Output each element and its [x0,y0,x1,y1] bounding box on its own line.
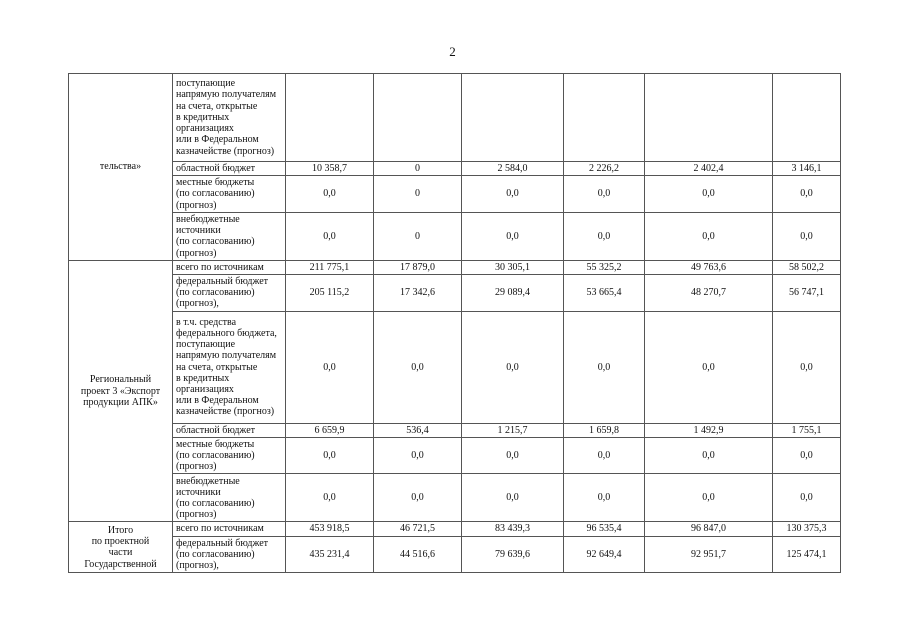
value-cell: 1 659,8 [564,423,645,437]
table-row [69,176,841,213]
value-cell: 0,0 [462,437,564,474]
value-cell: 0,0 [564,176,645,213]
page-number: 2 [449,44,456,59]
value-cell: 0,0 [564,311,645,423]
value-cell [462,74,564,162]
value-cell: 56 747,1 [773,275,841,312]
value-cell: 0 [374,176,462,213]
value-cell: 0,0 [564,474,645,522]
value-cell: 44 516,6 [374,536,462,573]
value-cell: 0,0 [286,474,374,522]
value-cell: 2 226,2 [564,162,645,176]
value-cell: 46 721,5 [374,522,462,536]
table-row [69,522,841,536]
value-cell: 453 918,5 [286,522,374,536]
value-cell: 211 775,1 [286,260,374,274]
value-cell: 0,0 [462,311,564,423]
value-cell: 536,4 [374,423,462,437]
table-row [69,275,841,312]
table-body [69,74,841,573]
value-cell: 0,0 [645,311,773,423]
funding-source-cell: федеральный бюджет (по согласованию) (прогноз), [173,275,286,312]
table-row [69,74,841,162]
funding-source-cell: местные бюджеты (по согласованию) (прогноз) [173,176,286,213]
funding-source-cell: всего по источникам [173,522,286,536]
table-row [69,437,841,474]
project-name-cell: Итого по проектной части Государственной [69,522,173,573]
value-cell: 92 649,4 [564,536,645,573]
value-cell [645,74,773,162]
value-cell: 0,0 [773,437,841,474]
value-cell: 0,0 [286,176,374,213]
value-cell: 0,0 [462,212,564,260]
value-cell: 83 439,3 [462,522,564,536]
value-cell: 3 146,1 [773,162,841,176]
value-cell: 30 305,1 [462,260,564,274]
value-cell [564,74,645,162]
value-cell: 1 755,1 [773,423,841,437]
value-cell [286,74,374,162]
value-cell: 10 358,7 [286,162,374,176]
table-row [69,474,841,522]
funding-source-cell: федеральный бюджет (по согласованию) (прогноз), [173,536,286,573]
value-cell: 17 342,6 [374,275,462,312]
value-cell: 96 535,4 [564,522,645,536]
value-cell: 0,0 [286,311,374,423]
value-cell: 0,0 [773,212,841,260]
value-cell: 0,0 [374,474,462,522]
value-cell: 1 215,7 [462,423,564,437]
funding-source-cell: всего по источникам [173,260,286,274]
value-cell: 0,0 [564,212,645,260]
funding-source-cell: областной бюджет [173,423,286,437]
value-cell: 58 502,2 [773,260,841,274]
value-cell: 0,0 [773,474,841,522]
value-cell: 79 639,6 [462,536,564,573]
value-cell: 205 115,2 [286,275,374,312]
project-name-cell: тельства» [69,74,173,261]
table-row [69,311,841,423]
value-cell: 96 847,0 [645,522,773,536]
value-cell: 0,0 [564,437,645,474]
value-cell: 0,0 [374,437,462,474]
value-cell: 6 659,9 [286,423,374,437]
value-cell: 92 951,7 [645,536,773,573]
value-cell: 0 [374,212,462,260]
project-name-cell: Региональный проект 3 «Экспорт продукции АПК» [69,260,173,522]
value-cell [374,74,462,162]
value-cell: 17 879,0 [374,260,462,274]
funding-source-cell: внебюджетные источники (по согласованию) (прогноз) [173,212,286,260]
value-cell: 0,0 [773,176,841,213]
value-cell: 55 325,2 [564,260,645,274]
table-row [69,162,841,176]
value-cell: 0,0 [645,176,773,213]
budget-table [68,73,841,573]
value-cell: 0,0 [462,474,564,522]
funding-source-cell: в т.ч. средства федерального бюджета, поступающие напрямую получателям на счета, открытые в кредитных организациях или в Федеральном казначействе (прогноз) [173,311,286,423]
value-cell: 49 763,6 [645,260,773,274]
value-cell: 0,0 [645,474,773,522]
table-row [69,423,841,437]
value-cell: 0,0 [645,437,773,474]
funding-source-cell: внебюджетные источники (по согласованию) (прогноз) [173,474,286,522]
value-cell: 2 584,0 [462,162,564,176]
table-row [69,212,841,260]
table-row [69,536,841,573]
value-cell: 435 231,4 [286,536,374,573]
value-cell: 53 665,4 [564,275,645,312]
value-cell: 0,0 [462,176,564,213]
table-row [69,260,841,274]
value-cell: 0,0 [374,311,462,423]
value-cell: 29 089,4 [462,275,564,312]
value-cell: 1 492,9 [645,423,773,437]
value-cell: 48 270,7 [645,275,773,312]
value-cell: 125 474,1 [773,536,841,573]
value-cell: 0,0 [773,311,841,423]
funding-source-cell: местные бюджеты (по согласованию) (прогноз) [173,437,286,474]
value-cell [773,74,841,162]
value-cell: 0,0 [286,212,374,260]
funding-source-cell: поступающие напрямую получателям на счета, открытые в кредитных организациях или в Федеральном казначействе (прогноз) [173,74,286,162]
value-cell: 0,0 [645,212,773,260]
value-cell: 0,0 [286,437,374,474]
value-cell: 130 375,3 [773,522,841,536]
value-cell: 0 [374,162,462,176]
value-cell: 2 402,4 [645,162,773,176]
funding-source-cell: областной бюджет [173,162,286,176]
